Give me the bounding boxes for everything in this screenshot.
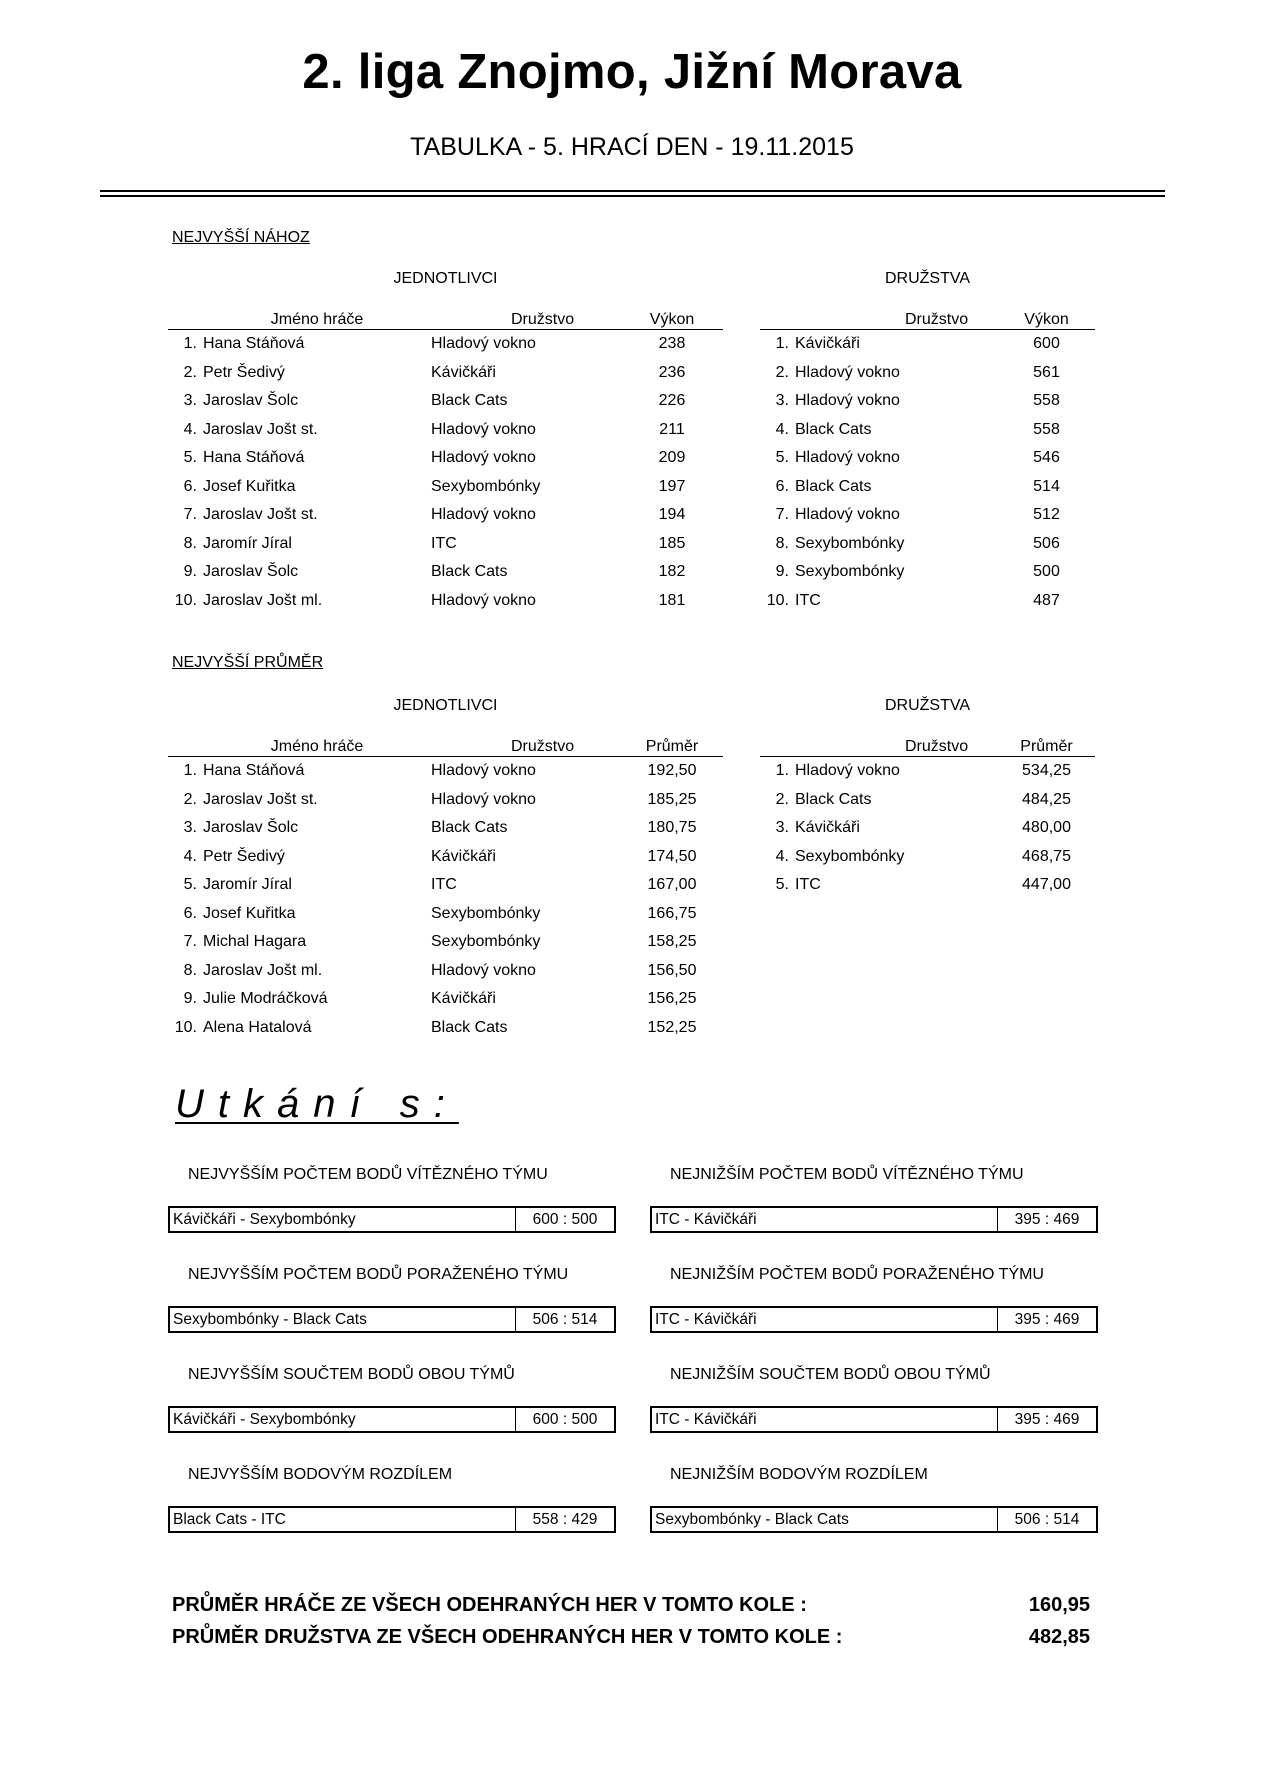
value-cell: 181 bbox=[658, 591, 686, 609]
team-cell: ITC bbox=[431, 876, 457, 894]
value-cell: 209 bbox=[658, 449, 686, 467]
team-cell: Hladový vokno bbox=[431, 790, 536, 808]
table-row bbox=[168, 444, 723, 473]
table-row bbox=[760, 473, 1095, 502]
rank-cell: 7. bbox=[183, 506, 197, 524]
rank-cell: 5. bbox=[183, 449, 197, 467]
player-name-cell: Josef Kuřitka bbox=[203, 904, 296, 922]
team-average-value: 482,85 bbox=[1028, 1626, 1090, 1648]
nahoz-individuals-table bbox=[168, 306, 723, 615]
table-row bbox=[760, 330, 1095, 359]
table-row bbox=[168, 530, 723, 559]
record-score: 506 : 514 bbox=[515, 1308, 614, 1331]
team-cell: Hladový vokno bbox=[431, 335, 536, 353]
value-cell: 185 bbox=[658, 534, 686, 552]
record-score: 395 : 469 bbox=[997, 1208, 1096, 1231]
value-cell: 558 bbox=[1033, 420, 1060, 438]
record-match: ITC - Kávičkáři bbox=[655, 1411, 757, 1428]
column-header-team: Družstvo bbox=[431, 733, 621, 757]
player-name-cell: Josef Kuřitka bbox=[203, 477, 296, 495]
player-name-cell: Petr Šedivý bbox=[203, 363, 285, 381]
team-cell: Black Cats bbox=[431, 1018, 508, 1036]
rank-cell: 4. bbox=[775, 847, 789, 865]
record-label: NEJNIŽŠÍM POČTEM BODŮ VÍTĚZNÉHO TÝMU bbox=[670, 1166, 1024, 1183]
player-name-cell: Jaroslav Šolc bbox=[203, 563, 299, 581]
table-row bbox=[760, 814, 1095, 843]
value-cell: 534,25 bbox=[1022, 762, 1071, 780]
header-divider-2 bbox=[100, 195, 1165, 197]
record-label: NEJVYŠŠÍM POČTEM BODŮ VÍTĚZNÉHO TÝMU bbox=[188, 1166, 548, 1183]
team-cell: Hladový vokno bbox=[431, 506, 536, 524]
page-title: 2. liga Znojmo, Jižní Morava bbox=[302, 45, 962, 99]
rank-cell: 10. bbox=[766, 591, 789, 609]
table-row bbox=[168, 900, 723, 929]
rank-cell: 7. bbox=[183, 933, 197, 951]
rank-cell: 9. bbox=[183, 563, 197, 581]
table-row bbox=[760, 843, 1095, 872]
value-cell: 192,50 bbox=[647, 762, 697, 780]
team-cell: ITC bbox=[795, 876, 821, 894]
value-cell: 447,00 bbox=[1022, 876, 1071, 894]
nahoz-teams-table bbox=[760, 306, 1095, 615]
rank-cell: 8. bbox=[183, 961, 197, 979]
player-name-cell: Jaroslav Jošt ml. bbox=[203, 591, 323, 609]
rank-cell: 1. bbox=[183, 762, 197, 780]
rank-cell: 1. bbox=[183, 335, 197, 353]
record-box bbox=[650, 1206, 1098, 1233]
value-cell: 166,75 bbox=[647, 904, 697, 922]
rank-cell: 6. bbox=[183, 477, 197, 495]
column-header-team: Družstvo bbox=[431, 306, 621, 330]
record-match: Kávičkáři - Sexybombónky bbox=[173, 1211, 356, 1228]
team-cell: Hladový vokno bbox=[431, 762, 536, 780]
table-row bbox=[168, 786, 723, 815]
prumer-teams-table bbox=[760, 733, 1095, 900]
value-cell: 558 bbox=[1033, 392, 1060, 410]
team-cell: Kávičkáři bbox=[795, 819, 860, 837]
record-score: 600 : 500 bbox=[515, 1408, 614, 1431]
rank-cell: 2. bbox=[183, 790, 197, 808]
value-cell: 226 bbox=[658, 392, 686, 410]
value-cell: 156,50 bbox=[647, 961, 697, 979]
column-header-value: Průměr bbox=[621, 733, 723, 757]
nahoz-individuals-label: JEDNOTLIVCI bbox=[393, 270, 498, 287]
record-match: ITC - Kávičkáři bbox=[655, 1211, 757, 1228]
value-cell: 158,25 bbox=[647, 933, 697, 951]
record-label: NEJNIŽŠÍM BODOVÝM ROZDÍLEM bbox=[670, 1466, 928, 1483]
player-name-cell: Hana Stáňová bbox=[203, 449, 305, 467]
value-cell: 185,25 bbox=[647, 790, 697, 808]
section-heading-nahoz: NEJVYŠŠÍ NÁHOZ bbox=[172, 229, 310, 246]
team-cell: Sexybombónky bbox=[795, 534, 905, 552]
player-name-cell: Jaroslav Jošt st. bbox=[203, 790, 318, 808]
table-row bbox=[760, 587, 1095, 616]
team-cell: Kávičkáři bbox=[431, 363, 496, 381]
player-name-cell: Michal Hagara bbox=[203, 933, 307, 951]
header-divider bbox=[100, 190, 1165, 192]
table-row bbox=[760, 558, 1095, 587]
team-cell: Hladový vokno bbox=[795, 449, 900, 467]
table-row bbox=[168, 416, 723, 445]
player-name-cell: Hana Stáňová bbox=[203, 335, 305, 353]
table-row bbox=[168, 928, 723, 957]
rank-cell: 2. bbox=[775, 363, 789, 381]
record-match: ITC - Kávičkáři bbox=[655, 1311, 757, 1328]
team-cell: Hladový vokno bbox=[795, 506, 900, 524]
player-name-cell: Jaroslav Jošt ml. bbox=[203, 961, 323, 979]
team-cell: Kávičkáři bbox=[431, 847, 496, 865]
column-header-value: Průměr bbox=[998, 733, 1095, 757]
table-row bbox=[168, 387, 723, 416]
value-cell: 480,00 bbox=[1022, 819, 1071, 837]
team-cell: Black Cats bbox=[795, 477, 872, 495]
table-header-row bbox=[168, 733, 723, 757]
rank-cell: 3. bbox=[775, 392, 789, 410]
value-cell: 211 bbox=[659, 420, 685, 438]
page-subtitle: TABULKA - 5. HRACÍ DEN - 19.11.2015 bbox=[410, 133, 854, 161]
team-cell: ITC bbox=[795, 591, 821, 609]
table-row bbox=[760, 501, 1095, 530]
player-average-value: 160,95 bbox=[1028, 1594, 1090, 1616]
value-cell: 238 bbox=[658, 335, 686, 353]
record-label: NEJNIŽŠÍM SOUČTEM BODŮ OBOU TÝMŮ bbox=[670, 1366, 991, 1383]
table-row bbox=[760, 757, 1095, 786]
record-box bbox=[650, 1506, 1098, 1533]
team-cell: Hladový vokno bbox=[795, 392, 900, 410]
table-header-row bbox=[760, 306, 1095, 330]
rank-cell: 3. bbox=[183, 819, 197, 837]
rank-cell: 6. bbox=[775, 477, 789, 495]
team-average-label: PRŮMĚR DRUŽSTVA ZE VŠECH ODEHRANÝCH HER V TOMTO KOLE : bbox=[172, 1626, 843, 1648]
rank-cell: 1. bbox=[775, 335, 789, 353]
team-cell: ITC bbox=[431, 534, 457, 552]
value-cell: 484,25 bbox=[1022, 790, 1071, 808]
value-cell: 236 bbox=[658, 363, 686, 381]
table-row bbox=[168, 1014, 723, 1043]
table-row bbox=[168, 957, 723, 986]
rank-cell: 5. bbox=[183, 876, 197, 894]
team-cell: Black Cats bbox=[431, 819, 508, 837]
rank-cell: 8. bbox=[775, 534, 789, 552]
prumer-teams-label: DRUŽSTVA bbox=[884, 697, 971, 714]
record-box bbox=[168, 1406, 616, 1433]
rank-cell: 2. bbox=[775, 790, 789, 808]
value-cell: 156,25 bbox=[647, 990, 697, 1008]
player-average-label: PRŮMĚR HRÁČE ZE VŠECH ODEHRANÝCH HER V TOMTO KOLE : bbox=[172, 1594, 807, 1616]
table-row bbox=[168, 558, 723, 587]
column-header-name: Jméno hráče bbox=[203, 733, 431, 757]
team-cell: Black Cats bbox=[431, 563, 508, 581]
record-label: NEJVYŠŠÍM POČTEM BODŮ PORAŽENÉHO TÝMU bbox=[188, 1266, 569, 1283]
table-row bbox=[760, 359, 1095, 388]
column-header-team: Družstvo bbox=[795, 306, 998, 330]
player-name-cell: Petr Šedivý bbox=[203, 847, 285, 865]
table-row bbox=[760, 786, 1095, 815]
record-label: NEJVYŠŠÍM SOUČTEM BODŮ OBOU TÝMŮ bbox=[188, 1366, 515, 1383]
column-header-name: Jméno hráče bbox=[203, 306, 431, 330]
team-cell: Black Cats bbox=[431, 392, 508, 410]
value-cell: 487 bbox=[1033, 591, 1060, 609]
team-cell: Sexybombónky bbox=[795, 847, 905, 865]
player-name-cell: Jaromír Jíral bbox=[203, 876, 292, 894]
player-name-cell: Hana Stáňová bbox=[203, 762, 305, 780]
column-header-value: Výkon bbox=[621, 306, 723, 330]
table-row bbox=[168, 814, 723, 843]
value-cell: 174,50 bbox=[647, 847, 697, 865]
rank-cell: 4. bbox=[775, 420, 789, 438]
record-box bbox=[168, 1506, 616, 1533]
table-row bbox=[168, 330, 723, 359]
value-cell: 152,25 bbox=[647, 1018, 697, 1036]
team-cell: Sexybombónky bbox=[431, 477, 541, 495]
team-cell: Hladový vokno bbox=[795, 762, 900, 780]
value-cell: 506 bbox=[1033, 534, 1060, 552]
table-row bbox=[760, 871, 1095, 900]
table-row bbox=[168, 501, 723, 530]
team-cell: Sexybombónky bbox=[795, 563, 905, 581]
table-header-row bbox=[760, 733, 1095, 757]
player-name-cell: Alena Hatalová bbox=[203, 1018, 312, 1036]
table-row bbox=[760, 416, 1095, 445]
rank-cell: 3. bbox=[775, 819, 789, 837]
record-box bbox=[168, 1206, 616, 1233]
record-box bbox=[650, 1406, 1098, 1433]
player-name-cell: Jaroslav Šolc bbox=[203, 819, 299, 837]
rank-cell: 5. bbox=[775, 449, 789, 467]
team-cell: Kávičkáři bbox=[431, 990, 496, 1008]
rank-cell: 8. bbox=[183, 534, 197, 552]
player-name-cell: Jaroslav Jošt st. bbox=[203, 506, 318, 524]
rank-cell: 4. bbox=[183, 420, 197, 438]
value-cell: 546 bbox=[1033, 449, 1060, 467]
table-row bbox=[168, 757, 723, 786]
rank-cell: 1. bbox=[775, 762, 789, 780]
record-label: NEJNIŽŠÍM POČTEM BODŮ PORAŽENÉHO TÝMU bbox=[670, 1266, 1044, 1283]
prumer-individuals-label: JEDNOTLIVCI bbox=[393, 697, 498, 714]
value-cell: 167,00 bbox=[647, 876, 697, 894]
team-cell: Sexybombónky bbox=[431, 933, 541, 951]
record-score: 395 : 469 bbox=[997, 1308, 1096, 1331]
team-cell: Hladový vokno bbox=[431, 961, 536, 979]
rank-cell: 7. bbox=[775, 506, 789, 524]
table-row bbox=[168, 871, 723, 900]
column-header-value: Výkon bbox=[998, 306, 1095, 330]
record-score: 395 : 469 bbox=[997, 1408, 1096, 1431]
team-cell: Hladový vokno bbox=[431, 449, 536, 467]
player-name-cell: Jaroslav Jošt st. bbox=[203, 420, 318, 438]
table-row bbox=[760, 444, 1095, 473]
table-row bbox=[760, 530, 1095, 559]
rank-cell: 5. bbox=[775, 876, 789, 894]
value-cell: 500 bbox=[1033, 563, 1060, 581]
player-name-cell: Julie Modráčková bbox=[203, 990, 328, 1008]
value-cell: 197 bbox=[658, 477, 686, 495]
value-cell: 182 bbox=[658, 563, 686, 581]
record-score: 506 : 514 bbox=[997, 1508, 1096, 1531]
team-cell: Hladový vokno bbox=[431, 420, 536, 438]
table-row bbox=[168, 473, 723, 502]
record-match: Sexybombónky - Black Cats bbox=[655, 1511, 849, 1528]
value-cell: 514 bbox=[1033, 477, 1060, 495]
team-cell: Hladový vokno bbox=[795, 363, 900, 381]
record-score: 600 : 500 bbox=[515, 1208, 614, 1231]
table-row bbox=[168, 985, 723, 1014]
value-cell: 180,75 bbox=[647, 819, 697, 837]
table-row bbox=[168, 587, 723, 616]
table-row bbox=[168, 843, 723, 872]
team-cell: Black Cats bbox=[795, 790, 872, 808]
table-row bbox=[168, 359, 723, 388]
record-box bbox=[650, 1306, 1098, 1333]
record-label: NEJVYŠŠÍM BODOVÝM ROZDÍLEM bbox=[188, 1466, 453, 1483]
prumer-individuals-table bbox=[168, 733, 723, 1042]
record-match: Sexybombónky - Black Cats bbox=[173, 1311, 367, 1328]
record-score: 558 : 429 bbox=[515, 1508, 614, 1531]
value-cell: 600 bbox=[1033, 335, 1060, 353]
rank-cell: 6. bbox=[183, 904, 197, 922]
nahoz-teams-label: DRUŽSTVA bbox=[884, 270, 971, 287]
table-row bbox=[760, 387, 1095, 416]
rank-cell: 3. bbox=[183, 392, 197, 410]
record-box bbox=[168, 1306, 616, 1333]
team-cell: Sexybombónky bbox=[431, 904, 541, 922]
column-header-team: Družstvo bbox=[795, 733, 998, 757]
rank-cell: 10. bbox=[174, 1018, 197, 1036]
rank-cell: 9. bbox=[775, 563, 789, 581]
table-header-row bbox=[168, 306, 723, 330]
record-match: Black Cats - ITC bbox=[173, 1511, 286, 1528]
rank-cell: 10. bbox=[174, 591, 197, 609]
value-cell: 194 bbox=[658, 506, 686, 524]
rank-cell: 4. bbox=[183, 847, 197, 865]
player-name-cell: Jaroslav Šolc bbox=[203, 392, 299, 410]
record-match: Kávičkáři - Sexybombónky bbox=[173, 1411, 356, 1428]
team-cell: Kávičkáři bbox=[795, 335, 860, 353]
value-cell: 561 bbox=[1033, 363, 1060, 381]
value-cell: 512 bbox=[1033, 506, 1060, 524]
rank-cell: 9. bbox=[183, 990, 197, 1008]
team-cell: Hladový vokno bbox=[431, 591, 536, 609]
value-cell: 468,75 bbox=[1022, 847, 1071, 865]
player-name-cell: Jaromír Jíral bbox=[203, 534, 292, 552]
team-cell: Black Cats bbox=[795, 420, 872, 438]
section-heading-prumer: NEJVYŠŠÍ PRŮMĚR bbox=[172, 654, 324, 671]
rank-cell: 2. bbox=[183, 363, 197, 381]
utkani-heading: Utkání s: bbox=[175, 1082, 459, 1126]
